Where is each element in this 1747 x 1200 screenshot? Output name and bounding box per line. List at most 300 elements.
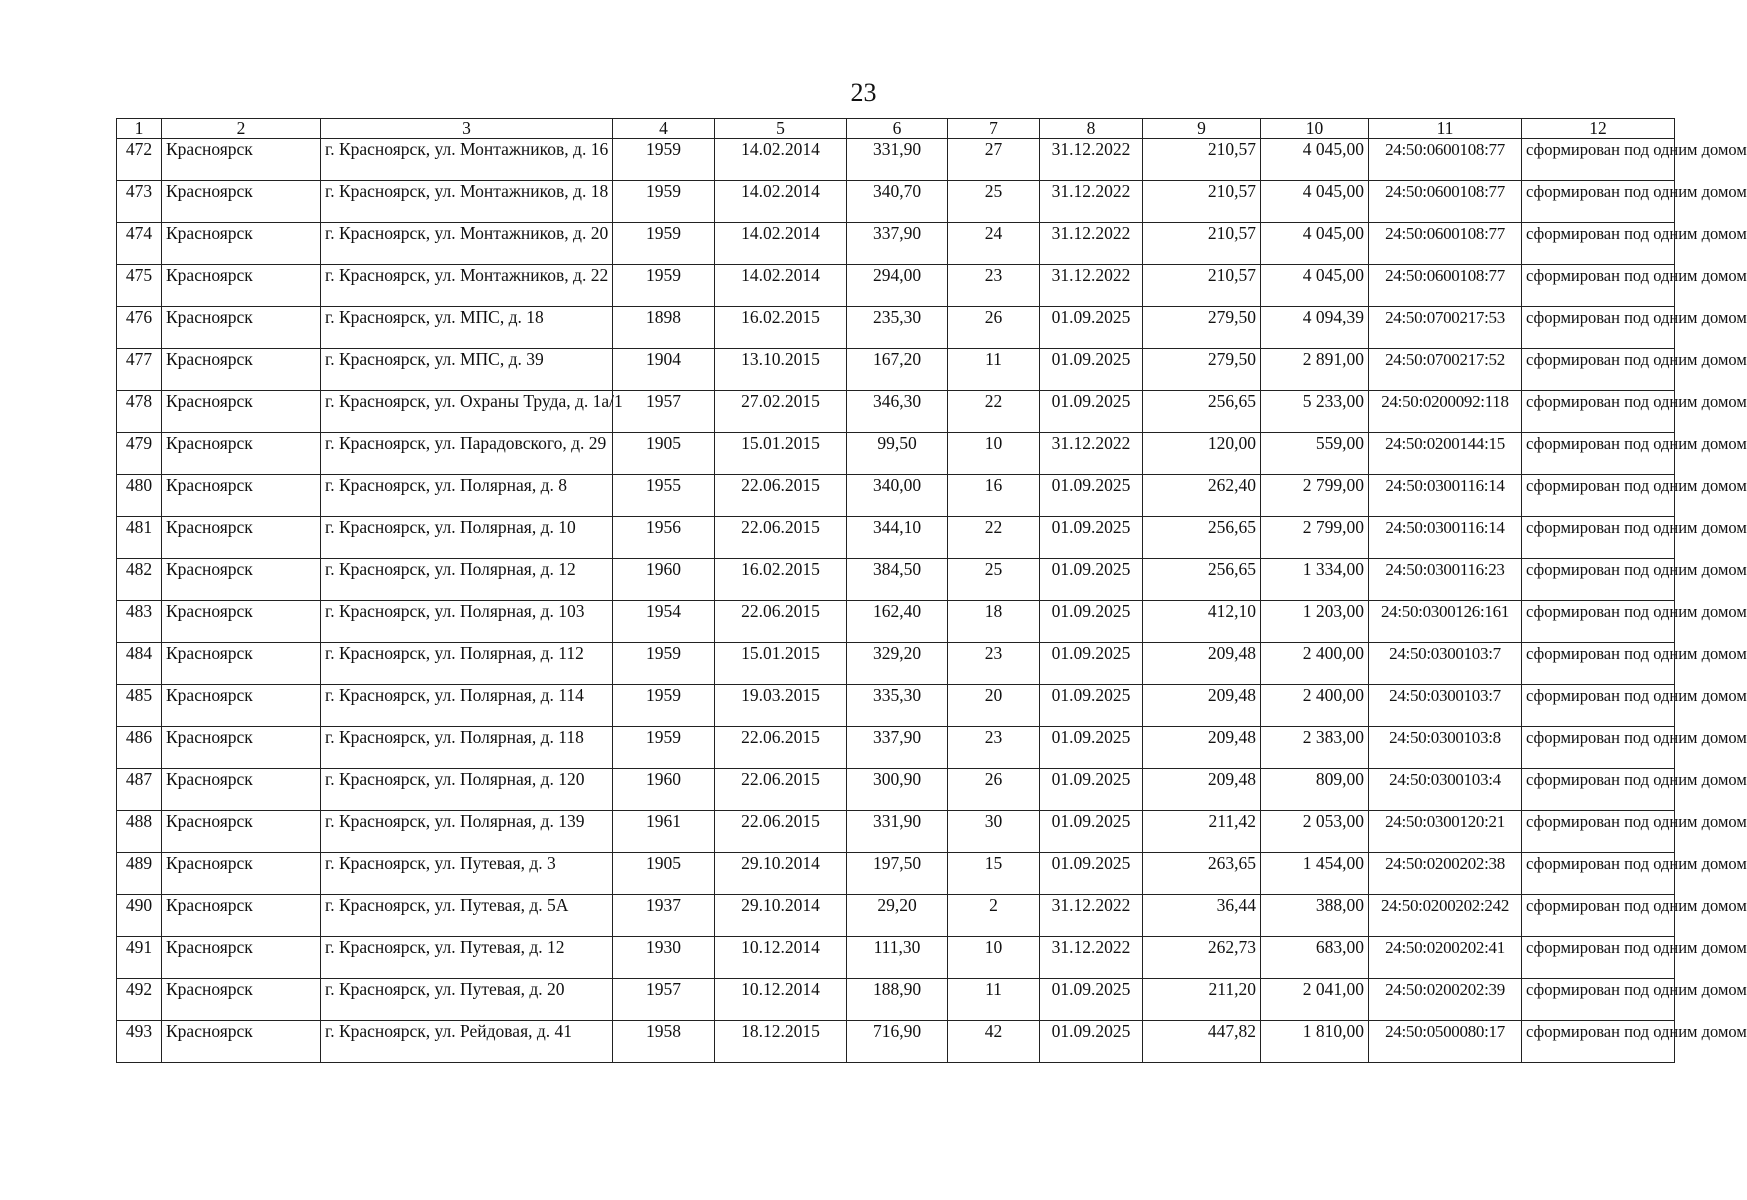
residents-cell: 26 bbox=[948, 769, 1040, 811]
cost-cell: 209,48 bbox=[1143, 685, 1261, 727]
city-cell: Красноярск bbox=[162, 853, 321, 895]
deadline-cell: 01.09.2025 bbox=[1040, 853, 1143, 895]
column-number-row bbox=[117, 119, 1675, 139]
land-area-cell: 2 400,00 bbox=[1261, 643, 1369, 685]
city-cell: Красноярск bbox=[162, 475, 321, 517]
date-cell: 14.02.2014 bbox=[715, 181, 847, 223]
row-number-cell: 486 bbox=[117, 727, 162, 769]
cost-cell: 209,48 bbox=[1143, 769, 1261, 811]
residents-cell: 11 bbox=[948, 349, 1040, 391]
row-number-cell: 479 bbox=[117, 433, 162, 475]
land-plot-note-cell: сформирован под одним домом bbox=[1522, 433, 1675, 475]
row-number-cell: 484 bbox=[117, 643, 162, 685]
cost-cell: 36,44 bbox=[1143, 895, 1261, 937]
column-header-8: 8 bbox=[1040, 119, 1143, 139]
year-built-cell: 1959 bbox=[613, 685, 715, 727]
address-cell: г. Красноярск, ул. Рейдовая, д. 41 bbox=[321, 1021, 613, 1063]
date-cell: 29.10.2014 bbox=[715, 895, 847, 937]
row-number-cell: 482 bbox=[117, 559, 162, 601]
column-header-7: 7 bbox=[948, 119, 1040, 139]
row-number-cell: 483 bbox=[117, 601, 162, 643]
cost-cell: 262,40 bbox=[1143, 475, 1261, 517]
area-cell: 162,40 bbox=[847, 601, 948, 643]
date-cell: 14.02.2014 bbox=[715, 265, 847, 307]
cost-cell: 262,73 bbox=[1143, 937, 1261, 979]
land-plot-note-cell: сформирован под одним домом bbox=[1522, 475, 1675, 517]
cost-cell: 210,57 bbox=[1143, 139, 1261, 181]
land-area-cell: 2 891,00 bbox=[1261, 349, 1369, 391]
deadline-cell: 01.09.2025 bbox=[1040, 601, 1143, 643]
year-built-cell: 1959 bbox=[613, 181, 715, 223]
cost-cell: 412,10 bbox=[1143, 601, 1261, 643]
area-cell: 167,20 bbox=[847, 349, 948, 391]
table-row bbox=[117, 769, 1675, 811]
cadastral-number-cell: 24:50:0700217:52 bbox=[1369, 349, 1522, 391]
year-built-cell: 1905 bbox=[613, 853, 715, 895]
year-built-cell: 1960 bbox=[613, 559, 715, 601]
column-header-1: 1 bbox=[117, 119, 162, 139]
cadastral-number-cell: 24:50:0300103:7 bbox=[1369, 643, 1522, 685]
address-cell: г. Красноярск, ул. МПС, д. 18 bbox=[321, 307, 613, 349]
column-header-4: 4 bbox=[613, 119, 715, 139]
land-plot-note-cell: сформирован под одним домом bbox=[1522, 1021, 1675, 1063]
residents-cell: 10 bbox=[948, 433, 1040, 475]
housing-registry-table bbox=[116, 118, 1747, 1063]
city-cell: Красноярск bbox=[162, 307, 321, 349]
year-built-cell: 1956 bbox=[613, 517, 715, 559]
land-area-cell: 2 041,00 bbox=[1261, 979, 1369, 1021]
column-header-11: 11 bbox=[1369, 119, 1522, 139]
residents-cell: 24 bbox=[948, 223, 1040, 265]
address-cell: г. Красноярск, ул. Полярная, д. 118 bbox=[321, 727, 613, 769]
city-cell: Красноярск bbox=[162, 643, 321, 685]
residents-cell: 2 bbox=[948, 895, 1040, 937]
cadastral-number-cell: 24:50:0300116:14 bbox=[1369, 517, 1522, 559]
deadline-cell: 31.12.2022 bbox=[1040, 433, 1143, 475]
residents-cell: 20 bbox=[948, 685, 1040, 727]
cost-cell: 211,20 bbox=[1143, 979, 1261, 1021]
row-number-cell: 475 bbox=[117, 265, 162, 307]
land-plot-note-cell: сформирован под одним домом bbox=[1522, 853, 1675, 895]
city-cell: Красноярск bbox=[162, 433, 321, 475]
cost-cell: 279,50 bbox=[1143, 349, 1261, 391]
table-row bbox=[117, 937, 1675, 979]
date-cell: 16.02.2015 bbox=[715, 307, 847, 349]
land-area-cell: 2 400,00 bbox=[1261, 685, 1369, 727]
residents-cell: 15 bbox=[948, 853, 1040, 895]
year-built-cell: 1937 bbox=[613, 895, 715, 937]
deadline-cell: 01.09.2025 bbox=[1040, 727, 1143, 769]
deadline-cell: 31.12.2022 bbox=[1040, 181, 1143, 223]
cost-cell: 256,65 bbox=[1143, 517, 1261, 559]
year-built-cell: 1960 bbox=[613, 769, 715, 811]
land-area-cell: 5 233,00 bbox=[1261, 391, 1369, 433]
cadastral-number-cell: 24:50:0200202:41 bbox=[1369, 937, 1522, 979]
deadline-cell: 01.09.2025 bbox=[1040, 1021, 1143, 1063]
cadastral-number-cell: 24:50:0300116:14 bbox=[1369, 475, 1522, 517]
land-area-cell: 683,00 bbox=[1261, 937, 1369, 979]
residents-cell: 25 bbox=[948, 181, 1040, 223]
land-plot-note-cell: сформирован под одним домом bbox=[1522, 391, 1675, 433]
land-area-cell: 388,00 bbox=[1261, 895, 1369, 937]
row-number-cell: 480 bbox=[117, 475, 162, 517]
cost-cell: 447,82 bbox=[1143, 1021, 1261, 1063]
address-cell: г. Красноярск, ул. Парадовского, д. 29 bbox=[321, 433, 613, 475]
residents-cell: 22 bbox=[948, 517, 1040, 559]
year-built-cell: 1957 bbox=[613, 979, 715, 1021]
table-row bbox=[117, 727, 1675, 769]
address-cell: г. Красноярск, ул. Полярная, д. 103 bbox=[321, 601, 613, 643]
row-number-cell: 474 bbox=[117, 223, 162, 265]
address-cell: г. Красноярск, ул. Полярная, д. 12 bbox=[321, 559, 613, 601]
area-cell: 99,50 bbox=[847, 433, 948, 475]
column-header-9: 9 bbox=[1143, 119, 1261, 139]
address-cell: г. Красноярск, ул. Полярная, д. 139 bbox=[321, 811, 613, 853]
date-cell: 13.10.2015 bbox=[715, 349, 847, 391]
table-row bbox=[117, 685, 1675, 727]
table-row bbox=[117, 433, 1675, 475]
address-cell: г. Красноярск, ул. Полярная, д. 10 bbox=[321, 517, 613, 559]
row-number-cell: 478 bbox=[117, 391, 162, 433]
address-cell: г. Красноярск, ул. Монтажников, д. 16 bbox=[321, 139, 613, 181]
land-plot-note-cell: сформирован под одним домом bbox=[1522, 349, 1675, 391]
cost-cell: 209,48 bbox=[1143, 643, 1261, 685]
date-cell: 18.12.2015 bbox=[715, 1021, 847, 1063]
cadastral-number-cell: 24:50:0500080:17 bbox=[1369, 1021, 1522, 1063]
cadastral-number-cell: 24:50:0600108:77 bbox=[1369, 139, 1522, 181]
deadline-cell: 01.09.2025 bbox=[1040, 307, 1143, 349]
cadastral-number-cell: 24:50:0300126:161 bbox=[1369, 601, 1522, 643]
residents-cell: 18 bbox=[948, 601, 1040, 643]
deadline-cell: 31.12.2022 bbox=[1040, 265, 1143, 307]
date-cell: 22.06.2015 bbox=[715, 727, 847, 769]
deadline-cell: 01.09.2025 bbox=[1040, 979, 1143, 1021]
land-area-cell: 2 799,00 bbox=[1261, 475, 1369, 517]
area-cell: 716,90 bbox=[847, 1021, 948, 1063]
land-plot-note-cell: сформирован под одним домом bbox=[1522, 223, 1675, 265]
cadastral-number-cell: 24:50:0700217:53 bbox=[1369, 307, 1522, 349]
land-area-cell: 4 045,00 bbox=[1261, 181, 1369, 223]
land-area-cell: 4 045,00 bbox=[1261, 223, 1369, 265]
cadastral-number-cell: 24:50:0300116:23 bbox=[1369, 559, 1522, 601]
land-plot-note-cell: сформирован под одним домом bbox=[1522, 181, 1675, 223]
cost-cell: 210,57 bbox=[1143, 223, 1261, 265]
date-cell: 19.03.2015 bbox=[715, 685, 847, 727]
column-header-10: 10 bbox=[1261, 119, 1369, 139]
city-cell: Красноярск bbox=[162, 139, 321, 181]
address-cell: г. Красноярск, ул. Путевая, д. 3 bbox=[321, 853, 613, 895]
cadastral-number-cell: 24:50:0200144:15 bbox=[1369, 433, 1522, 475]
cadastral-number-cell: 24:50:0300103:8 bbox=[1369, 727, 1522, 769]
city-cell: Красноярск bbox=[162, 391, 321, 433]
area-cell: 340,70 bbox=[847, 181, 948, 223]
cadastral-number-cell: 24:50:0600108:77 bbox=[1369, 181, 1522, 223]
address-cell: г. Красноярск, ул. Монтажников, д. 18 bbox=[321, 181, 613, 223]
cost-cell: 211,42 bbox=[1143, 811, 1261, 853]
date-cell: 27.02.2015 bbox=[715, 391, 847, 433]
row-number-cell: 493 bbox=[117, 1021, 162, 1063]
residents-cell: 23 bbox=[948, 643, 1040, 685]
year-built-cell: 1905 bbox=[613, 433, 715, 475]
year-built-cell: 1959 bbox=[613, 265, 715, 307]
year-built-cell: 1959 bbox=[613, 223, 715, 265]
city-cell: Красноярск bbox=[162, 349, 321, 391]
cadastral-number-cell: 24:50:0600108:77 bbox=[1369, 265, 1522, 307]
row-number-cell: 487 bbox=[117, 769, 162, 811]
deadline-cell: 01.09.2025 bbox=[1040, 391, 1143, 433]
residents-cell: 25 bbox=[948, 559, 1040, 601]
table-row bbox=[117, 643, 1675, 685]
residents-cell: 26 bbox=[948, 307, 1040, 349]
land-area-cell: 559,00 bbox=[1261, 433, 1369, 475]
land-area-cell: 1 203,00 bbox=[1261, 601, 1369, 643]
table-row bbox=[117, 811, 1675, 853]
date-cell: 22.06.2015 bbox=[715, 601, 847, 643]
land-plot-note-cell: сформирован под одним домом bbox=[1522, 643, 1675, 685]
cadastral-number-cell: 24:50:0300103:4 bbox=[1369, 769, 1522, 811]
city-cell: Красноярск bbox=[162, 265, 321, 307]
row-number-cell: 476 bbox=[117, 307, 162, 349]
residents-cell: 10 bbox=[948, 937, 1040, 979]
table-row bbox=[117, 349, 1675, 391]
date-cell: 22.06.2015 bbox=[715, 475, 847, 517]
land-area-cell: 1 810,00 bbox=[1261, 1021, 1369, 1063]
city-cell: Красноярск bbox=[162, 559, 321, 601]
land-area-cell: 2 053,00 bbox=[1261, 811, 1369, 853]
deadline-cell: 01.09.2025 bbox=[1040, 811, 1143, 853]
cost-cell: 256,65 bbox=[1143, 559, 1261, 601]
table-row bbox=[117, 1021, 1675, 1063]
land-area-cell: 4 094,39 bbox=[1261, 307, 1369, 349]
area-cell: 188,90 bbox=[847, 979, 948, 1021]
deadline-cell: 31.12.2022 bbox=[1040, 139, 1143, 181]
cost-cell: 210,57 bbox=[1143, 265, 1261, 307]
area-cell: 300,90 bbox=[847, 769, 948, 811]
land-plot-note-cell: сформирован под одним домом bbox=[1522, 769, 1675, 811]
cost-cell: 263,65 bbox=[1143, 853, 1261, 895]
land-plot-note-cell: сформирован под одним домом bbox=[1522, 307, 1675, 349]
table-row bbox=[117, 307, 1675, 349]
cost-cell: 256,65 bbox=[1143, 391, 1261, 433]
column-header-12: 12 bbox=[1522, 119, 1675, 139]
land-area-cell: 1 334,00 bbox=[1261, 559, 1369, 601]
table-row bbox=[117, 139, 1675, 181]
row-number-cell: 485 bbox=[117, 685, 162, 727]
address-cell: г. Красноярск, ул. Путевая, д. 20 bbox=[321, 979, 613, 1021]
cadastral-number-cell: 24:50:0200092:118 bbox=[1369, 391, 1522, 433]
city-cell: Красноярск bbox=[162, 685, 321, 727]
year-built-cell: 1955 bbox=[613, 475, 715, 517]
residents-cell: 22 bbox=[948, 391, 1040, 433]
deadline-cell: 31.12.2022 bbox=[1040, 895, 1143, 937]
table-row bbox=[117, 517, 1675, 559]
row-number-cell: 490 bbox=[117, 895, 162, 937]
residents-cell: 42 bbox=[948, 1021, 1040, 1063]
area-cell: 346,30 bbox=[847, 391, 948, 433]
area-cell: 197,50 bbox=[847, 853, 948, 895]
cost-cell: 120,00 bbox=[1143, 433, 1261, 475]
city-cell: Красноярск bbox=[162, 223, 321, 265]
deadline-cell: 01.09.2025 bbox=[1040, 475, 1143, 517]
table-row bbox=[117, 895, 1675, 937]
land-plot-note-cell: сформирован под одним домом bbox=[1522, 727, 1675, 769]
city-cell: Красноярск bbox=[162, 1021, 321, 1063]
cadastral-number-cell: 24:50:0600108:77 bbox=[1369, 223, 1522, 265]
date-cell: 16.02.2015 bbox=[715, 559, 847, 601]
land-plot-note-cell: сформирован под одним домом bbox=[1522, 601, 1675, 643]
area-cell: 294,00 bbox=[847, 265, 948, 307]
cadastral-number-cell: 24:50:0300103:7 bbox=[1369, 685, 1522, 727]
land-area-cell: 2 799,00 bbox=[1261, 517, 1369, 559]
city-cell: Красноярск bbox=[162, 727, 321, 769]
city-cell: Красноярск bbox=[162, 769, 321, 811]
year-built-cell: 1959 bbox=[613, 139, 715, 181]
deadline-cell: 01.09.2025 bbox=[1040, 349, 1143, 391]
land-plot-note-cell: сформирован под одним домом bbox=[1522, 895, 1675, 937]
area-cell: 331,90 bbox=[847, 811, 948, 853]
city-cell: Красноярск bbox=[162, 937, 321, 979]
residents-cell: 16 bbox=[948, 475, 1040, 517]
city-cell: Красноярск bbox=[162, 181, 321, 223]
address-cell: г. Красноярск, ул. Полярная, д. 112 bbox=[321, 643, 613, 685]
address-cell: г. Красноярск, ул. Монтажников, д. 20 bbox=[321, 223, 613, 265]
city-cell: Красноярск bbox=[162, 979, 321, 1021]
address-cell: г. Красноярск, ул. Путевая, д. 5А bbox=[321, 895, 613, 937]
area-cell: 340,00 bbox=[847, 475, 948, 517]
cost-cell: 209,48 bbox=[1143, 727, 1261, 769]
year-built-cell: 1898 bbox=[613, 307, 715, 349]
land-plot-note-cell: сформирован под одним домом bbox=[1522, 685, 1675, 727]
land-plot-note-cell: сформирован под одним домом bbox=[1522, 559, 1675, 601]
row-number-cell: 488 bbox=[117, 811, 162, 853]
year-built-cell: 1959 bbox=[613, 727, 715, 769]
city-cell: Красноярск bbox=[162, 517, 321, 559]
date-cell: 14.02.2014 bbox=[715, 223, 847, 265]
address-cell: г. Красноярск, ул. Полярная, д. 120 bbox=[321, 769, 613, 811]
year-built-cell: 1904 bbox=[613, 349, 715, 391]
land-plot-note-cell: сформирован под одним домом bbox=[1522, 979, 1675, 1021]
column-header-3: 3 bbox=[321, 119, 613, 139]
address-cell: г. Красноярск, ул. Полярная, д. 8 bbox=[321, 475, 613, 517]
table-row bbox=[117, 265, 1675, 307]
land-plot-note-cell: сформирован под одним домом bbox=[1522, 811, 1675, 853]
table-row bbox=[117, 391, 1675, 433]
area-cell: 335,30 bbox=[847, 685, 948, 727]
cadastral-number-cell: 24:50:0200202:39 bbox=[1369, 979, 1522, 1021]
area-cell: 329,20 bbox=[847, 643, 948, 685]
address-cell: г. Красноярск, ул. Путевая, д. 12 bbox=[321, 937, 613, 979]
area-cell: 344,10 bbox=[847, 517, 948, 559]
land-plot-note-cell: сформирован под одним домом bbox=[1522, 517, 1675, 559]
cost-cell: 210,57 bbox=[1143, 181, 1261, 223]
table-row bbox=[117, 559, 1675, 601]
area-cell: 29,20 bbox=[847, 895, 948, 937]
table-row bbox=[117, 223, 1675, 265]
deadline-cell: 01.09.2025 bbox=[1040, 685, 1143, 727]
cost-cell: 279,50 bbox=[1143, 307, 1261, 349]
row-number-cell: 489 bbox=[117, 853, 162, 895]
land-area-cell: 4 045,00 bbox=[1261, 265, 1369, 307]
date-cell: 10.12.2014 bbox=[715, 979, 847, 1021]
row-number-cell: 491 bbox=[117, 937, 162, 979]
deadline-cell: 01.09.2025 bbox=[1040, 517, 1143, 559]
year-built-cell: 1959 bbox=[613, 643, 715, 685]
year-built-cell: 1954 bbox=[613, 601, 715, 643]
address-cell: г. Красноярск, ул. Охраны Труда, д. 1а/1 bbox=[321, 391, 613, 433]
address-cell: г. Красноярск, ул. Полярная, д. 114 bbox=[321, 685, 613, 727]
deadline-cell: 01.09.2025 bbox=[1040, 769, 1143, 811]
row-number-cell: 477 bbox=[117, 349, 162, 391]
area-cell: 384,50 bbox=[847, 559, 948, 601]
residents-cell: 23 bbox=[948, 265, 1040, 307]
table-row bbox=[117, 181, 1675, 223]
land-plot-note-cell: сформирован под одним домом bbox=[1522, 139, 1675, 181]
table-row bbox=[117, 979, 1675, 1021]
land-area-cell: 2 383,00 bbox=[1261, 727, 1369, 769]
area-cell: 331,90 bbox=[847, 139, 948, 181]
date-cell: 15.01.2015 bbox=[715, 433, 847, 475]
table-row bbox=[117, 475, 1675, 517]
area-cell: 235,30 bbox=[847, 307, 948, 349]
date-cell: 22.06.2015 bbox=[715, 769, 847, 811]
table-row bbox=[117, 853, 1675, 895]
deadline-cell: 01.09.2025 bbox=[1040, 643, 1143, 685]
area-cell: 111,30 bbox=[847, 937, 948, 979]
land-plot-note-cell: сформирован под одним домом bbox=[1522, 265, 1675, 307]
land-area-cell: 4 045,00 bbox=[1261, 139, 1369, 181]
residents-cell: 30 bbox=[948, 811, 1040, 853]
residents-cell: 23 bbox=[948, 727, 1040, 769]
year-built-cell: 1961 bbox=[613, 811, 715, 853]
residents-cell: 27 bbox=[948, 139, 1040, 181]
address-cell: г. Красноярск, ул. Монтажников, д. 22 bbox=[321, 265, 613, 307]
city-cell: Красноярск bbox=[162, 601, 321, 643]
address-cell: г. Красноярск, ул. МПС, д. 39 bbox=[321, 349, 613, 391]
date-cell: 29.10.2014 bbox=[715, 853, 847, 895]
land-area-cell: 1 454,00 bbox=[1261, 853, 1369, 895]
residents-cell: 11 bbox=[948, 979, 1040, 1021]
area-cell: 337,90 bbox=[847, 727, 948, 769]
land-plot-note-cell: сформирован под одним домом bbox=[1522, 937, 1675, 979]
row-number-cell: 492 bbox=[117, 979, 162, 1021]
row-number-cell: 473 bbox=[117, 181, 162, 223]
year-built-cell: 1958 bbox=[613, 1021, 715, 1063]
cadastral-number-cell: 24:50:0200202:242 bbox=[1369, 895, 1522, 937]
column-header-2: 2 bbox=[162, 119, 321, 139]
page-number: 23 bbox=[850, 78, 877, 107]
deadline-cell: 01.09.2025 bbox=[1040, 559, 1143, 601]
land-area-cell: 809,00 bbox=[1261, 769, 1369, 811]
date-cell: 10.12.2014 bbox=[715, 937, 847, 979]
column-header-6: 6 bbox=[847, 119, 948, 139]
table-row bbox=[117, 601, 1675, 643]
deadline-cell: 31.12.2022 bbox=[1040, 223, 1143, 265]
column-header-5: 5 bbox=[715, 119, 847, 139]
date-cell: 14.02.2014 bbox=[715, 139, 847, 181]
date-cell: 22.06.2015 bbox=[715, 811, 847, 853]
cadastral-number-cell: 24:50:0200202:38 bbox=[1369, 853, 1522, 895]
city-cell: Красноярск bbox=[162, 811, 321, 853]
date-cell: 15.01.2015 bbox=[715, 643, 847, 685]
year-built-cell: 1930 bbox=[613, 937, 715, 979]
deadline-cell: 31.12.2022 bbox=[1040, 937, 1143, 979]
city-cell: Красноярск bbox=[162, 895, 321, 937]
row-number-cell: 481 bbox=[117, 517, 162, 559]
date-cell: 22.06.2015 bbox=[715, 517, 847, 559]
cadastral-number-cell: 24:50:0300120:21 bbox=[1369, 811, 1522, 853]
row-number-cell: 472 bbox=[117, 139, 162, 181]
area-cell: 337,90 bbox=[847, 223, 948, 265]
